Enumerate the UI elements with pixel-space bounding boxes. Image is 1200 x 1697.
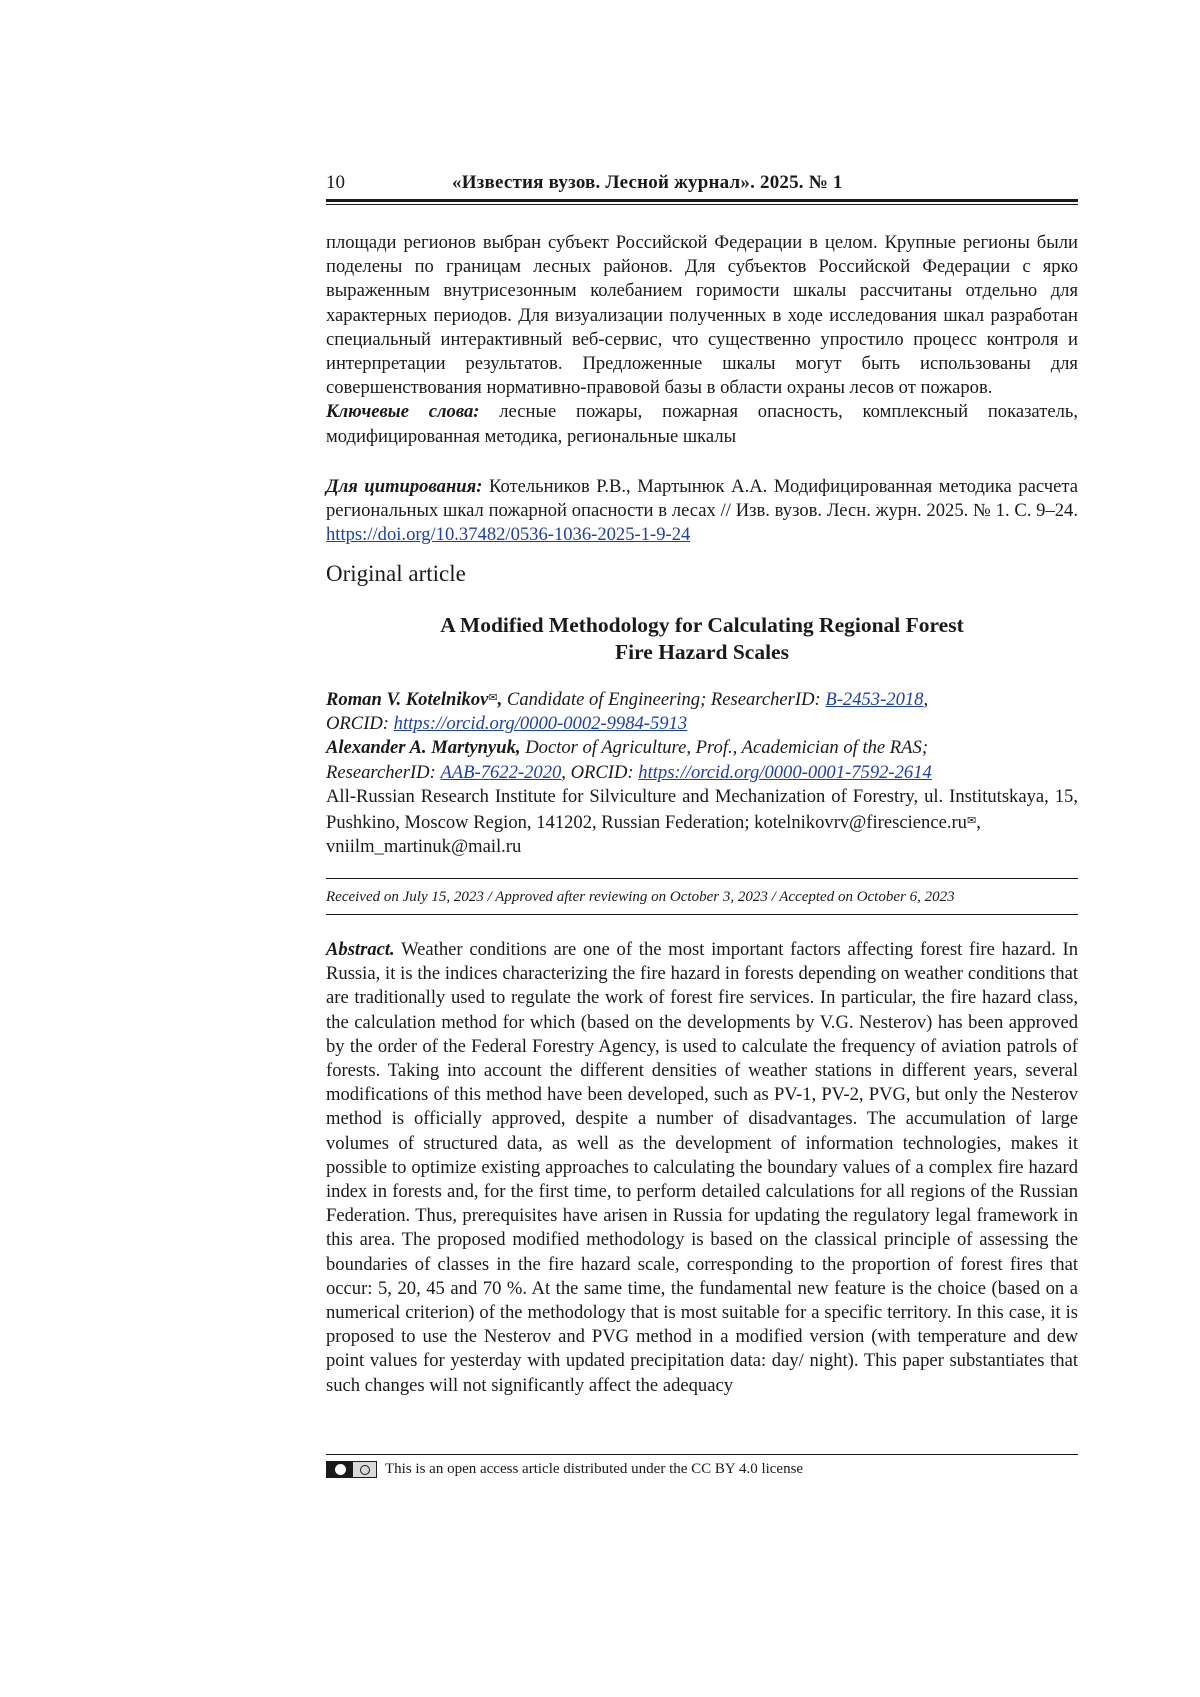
license-text: This is an open access article distributed under the CC BY 4.0 license	[385, 1461, 803, 1478]
author-2-ids-line: ResearcherID: AAB-7622-2020, ORCID: https://orcid.org/0000-0001-7592-2614	[326, 761, 1078, 785]
page-number: 10	[326, 172, 345, 194]
journal-title: «Известия вузов. Лесной журнал». 2025. № 1	[452, 172, 843, 194]
publication-dates: Received on July 15, 2023 / Approved after reviewing on October 3, 2023 / Accepted on October 6, 2023	[326, 889, 1078, 906]
envelope-icon: ✉	[967, 815, 976, 827]
journal-page	[0, 0, 1200, 1697]
running-header	[326, 172, 1078, 200]
affiliation: All-Russian Research Institute for Silviculture and Mechanization of Forestry, ul. Institutskaya, 15, Pushkino, Moscow Region, 141202, Russian Federation; kotelnikovrv@firescience.ru✉,	[326, 785, 1078, 835]
author-1: Roman V. Kotelnikov✉, Candidate of Engineering; ResearcherID: B-2453-2018,	[326, 686, 1078, 712]
keywords	[326, 400, 1078, 448]
russian-body-text: площади регионов выбран субъект Российской Федерации в целом. Крупные регионы были поделены по границам лесных районов. Для субъектов Российской Федерации с ярко выраженным внутрисезонным колебанием горимости шкалы рассчитаны отдельно для характерных периодов. Для визуализации полученных в ходе исследования шкал разработан специальный интерактивный веб-сервис, что существенно упростило процесс контроля и интерпретации результатов. Предложенные шкалы могут быть использованы для совершенствования нормативно-правовой базы в области охраны лесов от пожаров.	[326, 231, 1078, 400]
english-abstract	[326, 938, 1078, 1398]
citation-block	[326, 475, 1078, 548]
header-rule-thin	[326, 204, 1078, 205]
author-2-researcher-id-link[interactable]: AAB-7622-2020	[440, 762, 561, 783]
second-email: vniilm_martinuk@mail.ru	[326, 835, 1078, 859]
article-title	[326, 612, 1078, 666]
author-1-researcher-id-link[interactable]: B-2453-2018	[825, 689, 923, 710]
doi-link[interactable]: https://doi.org/10.37482/0536-1036-2025-1-9-24	[326, 524, 690, 545]
author-1-orcid-line	[326, 712, 1078, 736]
title-line-2: Fire Hazard Scales	[326, 639, 1078, 666]
author-1-description: Candidate of Engineering; ResearcherID:	[507, 689, 821, 710]
citation-label: Для цитирования:	[326, 476, 482, 497]
title-line-1: A Modified Methodology for Calculating Regional Forest	[326, 612, 1078, 639]
russian-abstract-section	[326, 231, 1078, 449]
abstract-text: Weather conditions are one of the most important factors affecting forest fire hazard. In Russia, it is the indices characterizing the fire hazard in forests depending on weather conditions that are traditionally used to regulate the work of forest fire services. In particular, the fire hazard class, the calculation method for which (based on the developments by V.G. Nesterov) has been approved by the order of the Federal Forestry Agency, is used to calculate the frequency of aviation patrols of forests. Taking into account the different densities of weather stations in different years, several modifications of this method have been developed, such as PV-1, PV-2, PVG, but only the Nesterov method is officially approved, despite a number of disadvantages. The accumulation of large volumes of structured data, as well as the development of information technologies, makes it possible to optimize existing approaches to calculating the boundary values of a complex fire hazard index in forests and, for the first time, to perform detailed calculations for all regions of the Russian Federation. Thus, prerequisites have arisen in Russia for updating the regulatory legal framework in this area. The proposed modified methodology is based on the classical principle of assessing the boundaries of classes in the fire hazard scale, corresponding to the proportion of forest fires that occur: 5, 20, 45 and 70 %. At the same time, the fundamental new feature is the choice (based on a numerical criterion) of the methodology that is most suitable for a specific territory. In this case, it is proposed to use the Nesterov and PVG method in a modified version (with temperature and dew point values for yesterday with updated precipitation data: day/ night). This paper substantiates that such changes will not significantly affect the adequacy	[326, 939, 1078, 1396]
author-1-orcid-link[interactable]: https://orcid.org/0000-0002-9984-5913	[394, 713, 688, 734]
citation	[326, 475, 1078, 548]
author-2-orcid-label: ORCID:	[571, 762, 634, 783]
abstract-label: Abstract.	[326, 939, 395, 960]
author-2-description: Doctor of Agriculture, Prof., Academician of the RAS;	[525, 737, 928, 758]
article-type: Original article	[326, 561, 1078, 587]
author-1-orcid-label: ORCID:	[326, 713, 389, 734]
author-2-orcid-link[interactable]: https://orcid.org/0000-0001-7592-2614	[638, 762, 932, 783]
author-1-name: Roman V. Kotelnikov	[326, 689, 488, 710]
author-2-name: Alexander A. Martynyuk,	[326, 737, 521, 758]
footer-rule	[326, 1454, 1078, 1455]
license-footer	[326, 1461, 1078, 1478]
author-2	[326, 736, 1078, 760]
affiliation-text: All-Russian Research Institute for Silviculture and Mechanization of Forestry, ul. Institutskaya, 15, Pushkino, Moscow Region, 141202, Russian Federation; kotelnikovrv@firescience.ru	[326, 786, 1078, 833]
header-rule-thick	[326, 199, 1078, 202]
author-2-researcher-id-label: ResearcherID:	[326, 762, 436, 783]
authors-block	[326, 686, 1078, 859]
keywords-text: лесные пожары, пожарная опасность, комплексный показатель, модифицированная методика, региональные шкалы	[326, 401, 1078, 446]
cc-by-license-icon	[326, 1461, 377, 1478]
citation-text: Котельников Р.В., Мартынюк А.А. Модифицированная методика расчета региональных шкал пожарной опасности в лесах // Изв. вузов. Лесн. журн. 2025. № 1. С. 9–24.	[326, 476, 1078, 521]
dates-rule-bottom	[326, 914, 1078, 915]
dates-rule-top	[326, 878, 1078, 879]
keywords-label: Ключевые слова:	[326, 401, 480, 422]
abstract-paragraph	[326, 938, 1078, 1398]
envelope-icon: ✉	[488, 692, 497, 704]
